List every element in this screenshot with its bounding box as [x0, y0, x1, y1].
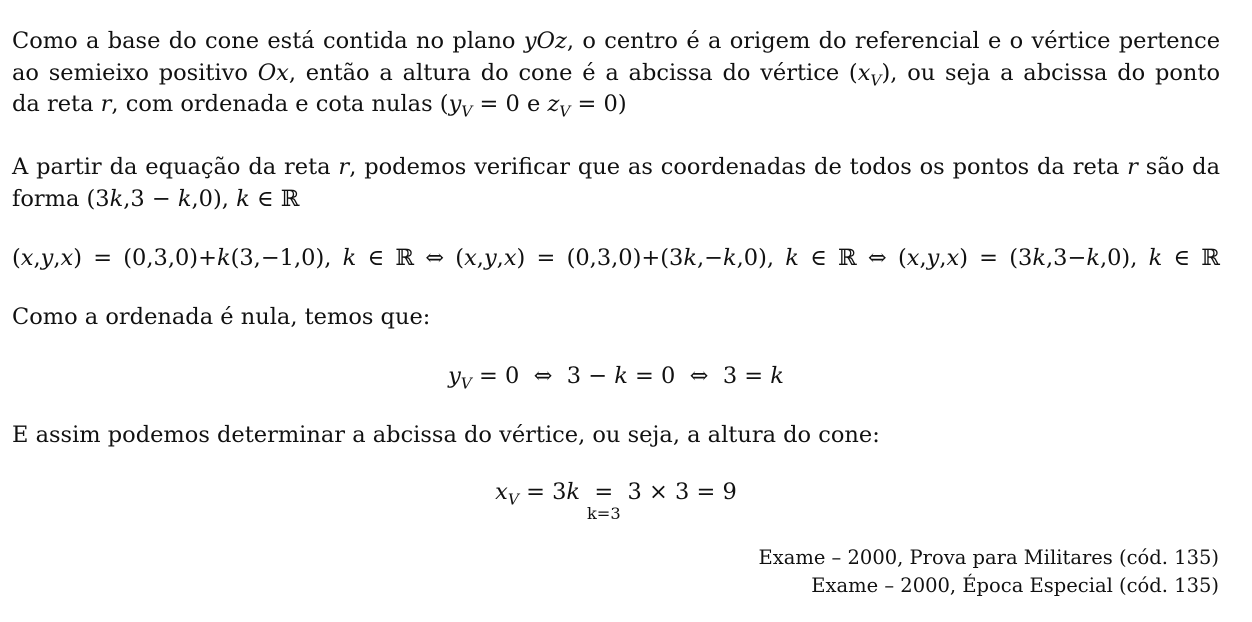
paragraph-1-line-3: da reta r, com ordenada e cota nulas ($y_V = 0$ e $z_V = 0$) [12, 91, 627, 121]
source-line-1: Exame – 2000, Prova para Militares (cód. 135) [758, 546, 1219, 569]
equals-sublabel: k=3 [586, 504, 621, 523]
paragraph-3: Como a ordenada é nula, temos que: [12, 304, 431, 330]
paragraph-1-line-2: ao semieixo positivo Ox, então a altura do cone é a abcissa do vértice $(x_V)$, ou seja a abcissa do ponto [12, 60, 1221, 90]
source-line-2: Exame – 2000, Época Especial (cód. 135) [811, 574, 1219, 597]
equation-ordinate-zero: $y_V = 0$ ⇔ 3 − k = 0 ⇔ 3 = k [448, 363, 784, 393]
paragraph-2-line-2: forma (3k,3 − k,0), k ∈ ℝ [12, 186, 300, 212]
equation-line-parametric: (x,y,x) = (0,3,0)+k(3,−1,0), k ∈ ℝ ⇔ (x,y,x) = (0,3,0)+(3k,−k,0), k ∈ ℝ ⇔ (x,y,x) = (3k,3−k,0), k ∈ ℝ [12, 245, 1221, 271]
paragraph-4: E assim podemos determinar a abcissa do vértice, ou seja, a altura do cone: [12, 422, 880, 448]
paragraph-2-line-1: A partir da equação da reta r, podemos verificar que as coordenadas de todos os pontos da reta r são da [12, 154, 1220, 180]
paragraph-1-line-1: Como a base do cone está contida no plano yOz, o centro é a origem do referencial e o vértice pertence [12, 28, 1221, 54]
equation-height: $x_V = 3k$ = k=3 3 × 3 = 9 [0, 477, 1242, 507]
equals-with-label: = k=3 [587, 477, 620, 507]
